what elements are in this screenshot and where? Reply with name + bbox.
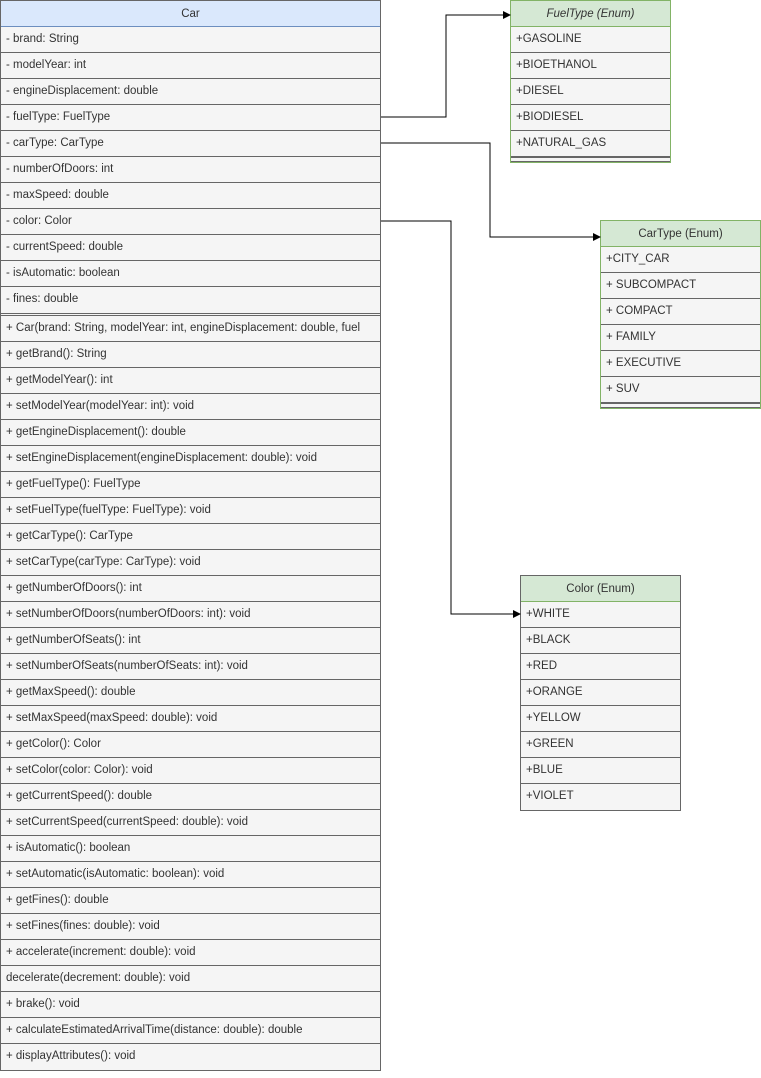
- enum-value: +DIESEL: [511, 79, 670, 105]
- car-attributes: [1, 27, 380, 313]
- method-row: + setCurrentSpeed(currentSpeed: double): void: [1, 810, 380, 836]
- enum-value: + FAMILY: [601, 325, 760, 351]
- method-row: + setNumberOfSeats(numberOfSeats: int): void: [1, 654, 380, 680]
- method-row: + getMaxSpeed(): double: [1, 680, 380, 706]
- method-row: + setEngineDisplacement(engineDisplacement: double): void: [1, 446, 380, 472]
- enum-value: + SUBCOMPACT: [601, 273, 760, 299]
- attribute-row: - brand: String: [1, 27, 380, 53]
- method-row: + isAutomatic(): boolean: [1, 836, 380, 862]
- method-row: + getNumberOfSeats(): int: [1, 628, 380, 654]
- enum-value: +BIODIESEL: [511, 105, 670, 131]
- method-row: + setMaxSpeed(maxSpeed: double): void: [1, 706, 380, 732]
- method-row: + calculateEstimatedArrivalTime(distance: double): double: [1, 1018, 380, 1044]
- compartment-divider: [601, 403, 760, 408]
- attribute-row: - color: Color: [1, 209, 380, 235]
- method-row: + displayAttributes(): void: [1, 1044, 380, 1070]
- enum-value: +GASOLINE: [511, 27, 670, 53]
- method-row: + getModelYear(): int: [1, 368, 380, 394]
- cartype-enum[interactable]: [600, 220, 761, 409]
- method-row: + setModelYear(modelYear: int): void: [1, 394, 380, 420]
- enum-value: +NATURAL_GAS: [511, 131, 670, 157]
- enum-value: +RED: [521, 654, 680, 680]
- enum-value: +BLACK: [521, 628, 680, 654]
- method-row: + getNumberOfDoors(): int: [1, 576, 380, 602]
- attribute-row: - currentSpeed: double: [1, 235, 380, 261]
- attribute-row: - fines: double: [1, 287, 380, 313]
- method-row: + setColor(color: Color): void: [1, 758, 380, 784]
- method-row: + getBrand(): String: [1, 342, 380, 368]
- method-row: + getEngineDisplacement(): double: [1, 420, 380, 446]
- attribute-row: - modelYear: int: [1, 53, 380, 79]
- enum-value: + SUV: [601, 377, 760, 403]
- method-row: + setNumberOfDoors(numberOfDoors: int): void: [1, 602, 380, 628]
- car-methods: [1, 316, 380, 1070]
- enum-value: +GREEN: [521, 732, 680, 758]
- method-row: + setAutomatic(isAutomatic: boolean): void: [1, 862, 380, 888]
- attribute-row: - fuelType: FuelType: [1, 105, 380, 131]
- attribute-row: - engineDisplacement: double: [1, 79, 380, 105]
- enum-value: +BLUE: [521, 758, 680, 784]
- method-row: + getCarType(): CarType: [1, 524, 380, 550]
- enum-value: +WHITE: [521, 602, 680, 628]
- method-row: + getFines(): double: [1, 888, 380, 914]
- method-row: + setCarType(carType: CarType): void: [1, 550, 380, 576]
- method-row: + Car(brand: String, modelYear: int, engineDisplacement: double, fuel: [1, 316, 380, 342]
- method-row: + accelerate(increment: double): void: [1, 940, 380, 966]
- car-class[interactable]: [0, 0, 381, 1071]
- enum-value: + EXECUTIVE: [601, 351, 760, 377]
- enum-value: +ORANGE: [521, 680, 680, 706]
- color-enum[interactable]: [520, 575, 681, 811]
- attribute-row: - maxSpeed: double: [1, 183, 380, 209]
- method-row: + setFines(fines: double): void: [1, 914, 380, 940]
- enum-value: + COMPACT: [601, 299, 760, 325]
- method-row: + getColor(): Color: [1, 732, 380, 758]
- color-enum-title: Color (Enum): [521, 576, 680, 602]
- enum-value: +VIOLET: [521, 784, 680, 810]
- compartment-divider: [511, 157, 670, 162]
- car-class-title: Car: [1, 1, 380, 27]
- enum-value: +YELLOW: [521, 706, 680, 732]
- attribute-row: - isAutomatic: boolean: [1, 261, 380, 287]
- method-row: + setFuelType(fuelType: FuelType): void: [1, 498, 380, 524]
- fueltype-enum[interactable]: [510, 0, 671, 163]
- fueltype-enum-title: FuelType (Enum): [511, 1, 670, 27]
- method-row: + getCurrentSpeed(): double: [1, 784, 380, 810]
- attribute-row: - carType: CarType: [1, 131, 380, 157]
- enum-value: +CITY_CAR: [601, 247, 760, 273]
- attribute-row: - numberOfDoors: int: [1, 157, 380, 183]
- enum-value: +BIOETHANOL: [511, 53, 670, 79]
- color-association-arrow[interactable]: [381, 221, 520, 614]
- method-row: decelerate(decrement: double): void: [1, 966, 380, 992]
- method-row: + getFuelType(): FuelType: [1, 472, 380, 498]
- fueltype-association-arrow[interactable]: [381, 15, 510, 117]
- method-row: + brake(): void: [1, 992, 380, 1018]
- cartype-enum-title: CarType (Enum): [601, 221, 760, 247]
